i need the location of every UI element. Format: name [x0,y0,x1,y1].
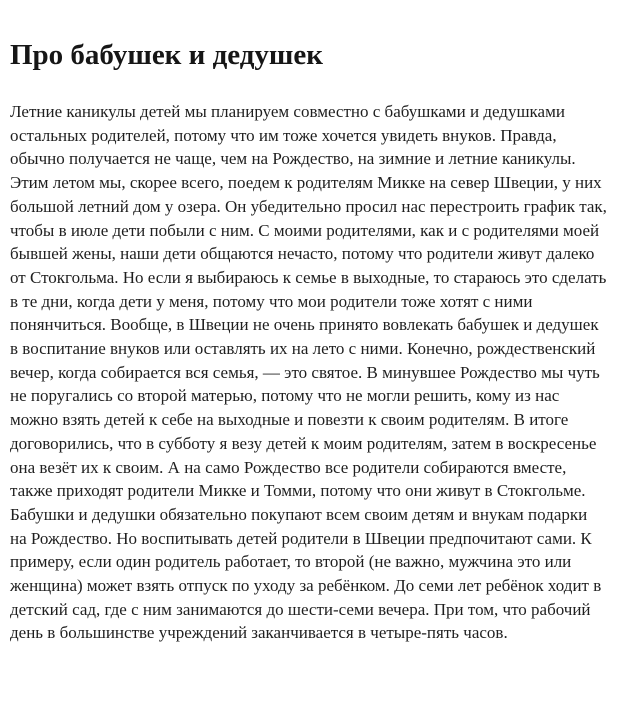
page-title: Про бабушек и дедушек [10,39,323,71]
article-paragraph: Летние каникулы детей мы планируем совместно с бабушками и дедушками остальных родителей, потому что им тоже хочется увидеть внуков. Правда, обычно получается не чаще, чем на Рождество, на зимние и летние каникулы. Этим летом мы, скорее всего, поедем к родителям Микке на север Швеции, у них большой летний дом у озера. Он убедительно просил нас перестроить график так, чтобы в июле дети побыли с ним. С моими родителями, как и с родителями моей бывшей жены, наши дети общаются нечасто, потому что родители живут далеко от Стокгольма. Но если я выбираюсь к семье в выходные, то стараюсь это сделать в те дни, когда дети у меня, потому что мои родители тоже хотят с ними понянчиться. Вообще, в Швеции не очень принято вовлекать бабушек и дедушек в воспитание внуков или оставлять их на лето с ними. Конечно, рождественский вечер, когда собирается вся семья, — это святое. В минувшее Рождество мы чуть не поругались со второй матерью, потому что не могли решить, кому из нас можно взять детей к себе на выходные и повезти к своим родителям. В итоге договорились, что в субботу я везу детей к моим родителям, затем в воскресенье она везёт их к своим. А на само Рождество все родители собираются вместе, также приходят родители Микке и Томми, потому что они живут в Стокгольме. Бабушки и дедушки обязательно покупают всем своим детям и внукам подарки на Рождество. Но воспитывать детей родители в Швеции предпочитают сами. К примеру, если один родитель работает, то второй (не важно, мужчина это или женщина) может взять отпуск по уходу за ребёнком. До семи лет ребёнок ходит в детский сад, где с ним занимаются до шести-семи вечера. При том, что рабочий день в большинстве учреждений заканчивается в четыре-пять часов. [10,102,607,643]
article [0,38,636,645]
